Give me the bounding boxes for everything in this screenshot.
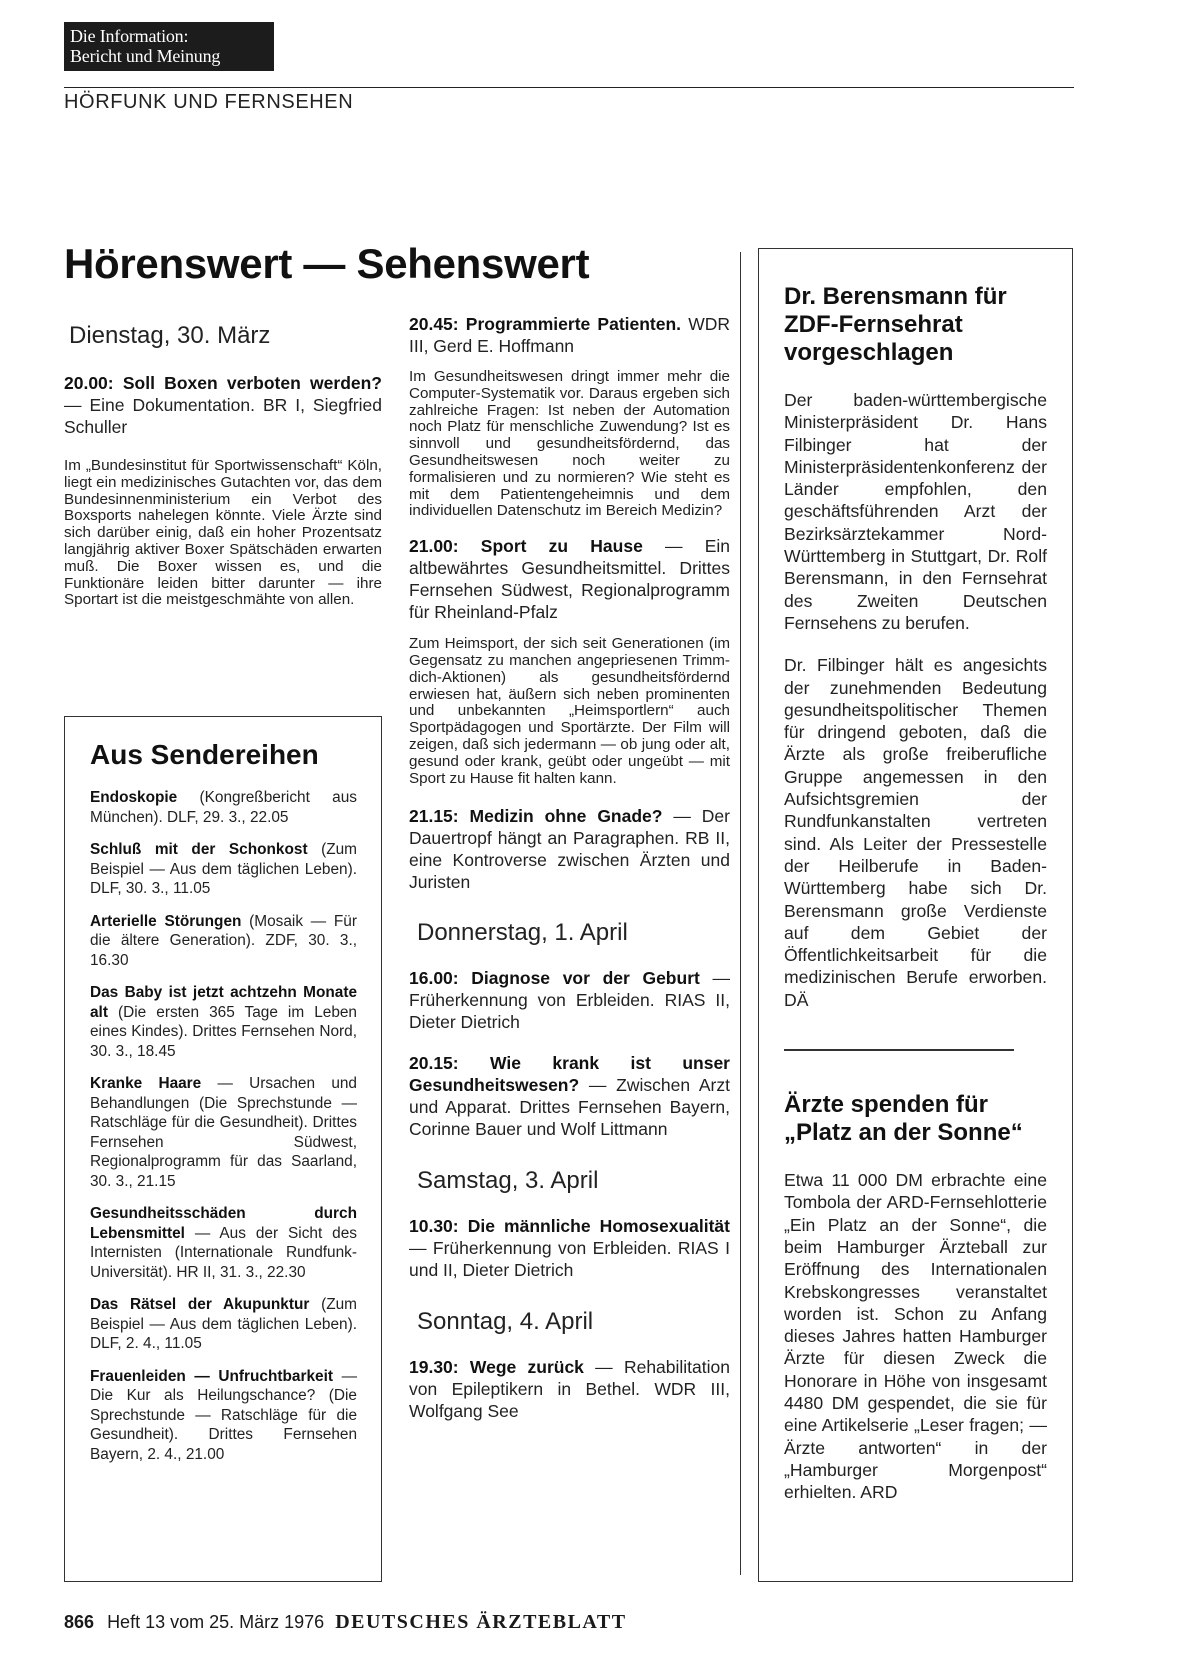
program-entry <box>64 372 382 438</box>
section-heading: HÖRFUNK UND FERNSEHEN <box>64 91 354 113</box>
page-footer <box>64 1611 627 1634</box>
series-item <box>90 983 357 1061</box>
program-title: 21.15: Medizin ohne Gnade? <box>409 806 663 827</box>
magazine-name: DEUTSCHES ÄRZTEBLATT <box>335 1611 627 1633</box>
day-heading: Samstag, 3. April <box>417 1167 599 1195</box>
series-item-title: Das Rätsel der Akupunktur <box>90 1296 310 1313</box>
series-item-details: — Die Kur als Heilungschance? (Die Sprechstunde — Ratschläge für die Gesundheit). Drittes Fernsehen Bayern, 2. 4., 21.00 <box>90 1367 357 1463</box>
program-details: — Früherkennung von Erbleiden. RIAS II, Dieter Dietrich <box>409 968 730 1033</box>
program-details: WDR III, Gerd E. Hoffmann <box>409 314 731 356</box>
news-box <box>758 248 1073 1582</box>
series-item-details: (Kongreßbericht aus München). DLF, 29. 3., 22.05 <box>90 789 357 826</box>
series-item-title: Schluß mit der Schonkost <box>90 841 308 858</box>
series-item-title: Kranke Haare <box>90 1075 202 1092</box>
series-item <box>90 1367 357 1465</box>
article-paragraph: Dr. Filbinger hält es angesichts der zunehmenden Bedeutung gesundheitspolitischer Themen für dringend geboten, daß die Ärzte als große freiberufliche Gruppe angemessen in den Aufsichtsgremien der Rundfunkanstalten vertreten sind. Als Leiter der Pressestelle der Heilberufe in Baden-Württemberg habe sich Dr. Berensmann große Verdienste auf dem Gebiet der Öffentlichkeitsarbeit für die medizinischen Berufe erworben. DÄ <box>784 655 1047 1010</box>
series-item <box>90 912 357 971</box>
article-title: Dr. Berensmann für ZDF-Fernsehrat vorgeschlagen <box>784 283 1007 366</box>
header-rule <box>64 87 1074 88</box>
program-entry <box>409 1052 730 1140</box>
program-details: — Eine Dokumentation. BR I, Siegfried Schuller <box>64 395 382 437</box>
series-item-details: — Aus der Sicht des Internisten (Internationale Rundfunk-Universität). HR II, 31. 3., 22.30 <box>90 1224 357 1281</box>
day-heading: Donnerstag, 1. April <box>417 919 628 947</box>
masthead-line-1: Die Information: <box>70 26 189 46</box>
masthead-line-2: Bericht und Meinung <box>70 46 221 66</box>
issue-info: Heft 13 vom 25. März 1976 <box>107 1612 325 1632</box>
column-2 <box>409 313 730 1422</box>
series-item-details: (Die ersten 365 Tage im Leben eines Kindes). Drittes Fernsehen Nord, 30. 3., 18.45 <box>90 1003 357 1060</box>
program-details: — Rehabilitation von Epileptikern in Bethel. WDR III, Wolfgang See <box>409 1357 730 1422</box>
program-entry <box>409 967 730 1033</box>
day-heading: Sonntag, 4. April <box>417 1308 594 1336</box>
article-paragraph: Etwa 11 000 DM erbrachte eine Tombola der ARD-Fernsehlotterie „Ein Platz an der Sonne“, die beim Hamburger Ärzteball zur Eröffnung des Internationalen Krebskongresses veranstaltet worden ist. Schon zu Anfang dieses Jahres hatten Hamburger Ärzte für diesen Zweck die Honorare in Höhe von insgesamt 4480 DM gespendet, die sie für eine Artikelserie „Leser fragen; — Ärzte antworten“ in der „Hamburger Morgenpost“ erhielten. ARD <box>784 1170 1047 1503</box>
program-entry <box>409 805 730 893</box>
program-details: — Der Dauertropf hängt an Paragraphen. RB II, eine Kontroverse zwischen Ärzten und Juristen <box>409 806 730 893</box>
series-item-title: Arterielle Störungen <box>90 912 242 930</box>
article-separator <box>784 1049 1014 1051</box>
series-item-title: Gesundheitsschäden durch Lebensmittel <box>90 1205 357 1242</box>
program-title: 20.45: Programmierte Patienten. <box>409 314 682 334</box>
series-item-details: (Mosaik — Für die ältere Generation). ZDF, 30. 3., 16.30 <box>90 912 357 969</box>
series-box <box>64 716 382 1582</box>
series-item-details: (Zum Beispiel — Aus dem täglichen Leben). DLF, 30. 3., 11.05 <box>90 841 358 897</box>
page-number: 866 <box>64 1612 95 1632</box>
program-description: Im „Bundesinstitut für Sportwissenschaft“ Köln, liegt ein medizinisches Gutachten vor, das dem Bundesinnenministerium ein Verbot des Boxsports nahelegen könnte. Viele Ärzte sind sich darüber einig, daß ein hoher Prozentsatz langjährig aktiver Boxer Spätschäden erwarten muß. Die Boxer wissen es, und die Funktionäre leiden bitter darunter — ihre Sportart ist die meistgeschmähte von allen. <box>64 457 382 609</box>
program-details: — Früherkennung von Erbleiden. RIAS I und II, Dieter Dietrich <box>409 1238 730 1281</box>
column-1 <box>64 322 382 609</box>
program-entry <box>409 535 730 623</box>
program-title: 19.30: Wege zurück <box>409 1357 584 1378</box>
column-divider <box>740 252 741 1575</box>
series-item <box>90 1074 357 1191</box>
series-item-title: Endoskopie <box>90 789 178 806</box>
program-details: — Zwischen Arzt und Apparat. Drittes Fernsehen Bayern, Corinne Bauer und Wolf Littmann <box>409 1075 730 1140</box>
program-details: — Ein altbewährtes Gesundheitsmittel. Drittes Fernsehen Südwest, Regionalprogramm für Rheinland-Pfalz <box>409 536 730 623</box>
program-title: 21.00: Sport zu Hause <box>409 536 643 557</box>
series-item-details: — Ursachen und Behandlungen (Die Sprechstunde — Ratschläge für die Gesundheit). Drittes Fernsehen Südwest, Regionalprogramm für das Saarland, 30. 3., 21.15 <box>90 1075 357 1190</box>
article-title: Ärzte spenden für „Platz an der Sonne“ <box>784 1091 1023 1147</box>
series-item <box>90 840 357 899</box>
article-paragraph: Der baden-württembergische Ministerpräsident Dr. Hans Filbinger hat der Ministerpräsidentenkonferenz der Länder empfohlen, den geschäftsführenden Arzt der Bezirksärztekammer Nord-Württemberg in Stuttgart, Dr. Rolf Berensmann, in den Fernsehrat des Zweiten Deutschen Fernsehens zu berufen. <box>784 390 1047 633</box>
series-item <box>90 788 357 827</box>
series-item <box>90 1204 357 1282</box>
program-description: Zum Heimsport, der sich seit Generationen (im Gegensatz zu manchen angepriesenen Trimm-dich-Aktionen) als gesundheitsfördernd erwiesen hat, äußern sich neben prominenten und unbekannten „Heimsportlern“ auch Sportpädagogen und Sportärzte. Der Film will zeigen, daß sich jedermann — ob jung oder alt, gesund oder krank, geübt oder ungeübt — mit Sport zu Hause fit halten kann. <box>409 635 730 787</box>
program-title: 10.30: Die männliche Homosexualität <box>409 1216 730 1237</box>
program-title: 20.00: Soll Boxen verboten werden? <box>64 373 382 393</box>
series-item-details: (Zum Beispiel — Aus dem täglichen Leben). DLF, 2. 4., 11.05 <box>90 1296 357 1352</box>
series-item <box>90 1295 357 1354</box>
program-entry <box>409 313 730 357</box>
program-entry <box>409 1356 730 1422</box>
page-title: Hörenswert — Sehenswert <box>64 240 590 287</box>
program-title: 20.15: Wie krank ist unser Gesundheitswesen? <box>409 1053 730 1096</box>
day-heading: Dienstag, 30. März <box>69 322 271 349</box>
program-title: 16.00: Diagnose vor der Geburt <box>409 968 700 989</box>
program-description: Im Gesundheitswesen dringt immer mehr die Computer-Systematik vor. Daraus ergeben sich zahlreiche Fragen: Ist neben der Automation noch Platz für menschliche Zuwendung? Ist es sinnvoll und gesundheitsfördernd, das Gesundheitswesen noch weiter zu formalisieren und zu normieren? Wie steht es mit dem Patientengeheimnis und dem individuellen Datenschutz im Bereich Medizin? <box>409 368 730 520</box>
program-entry <box>409 1215 730 1281</box>
series-item-title: Frauenleiden — Unfruchtbarkeit <box>90 1367 333 1385</box>
masthead-badge <box>64 22 274 71</box>
series-item-title: Das Baby ist jetzt achtzehn Monate alt <box>90 984 357 1021</box>
series-box-title: Aus Sendereihen <box>90 739 319 770</box>
